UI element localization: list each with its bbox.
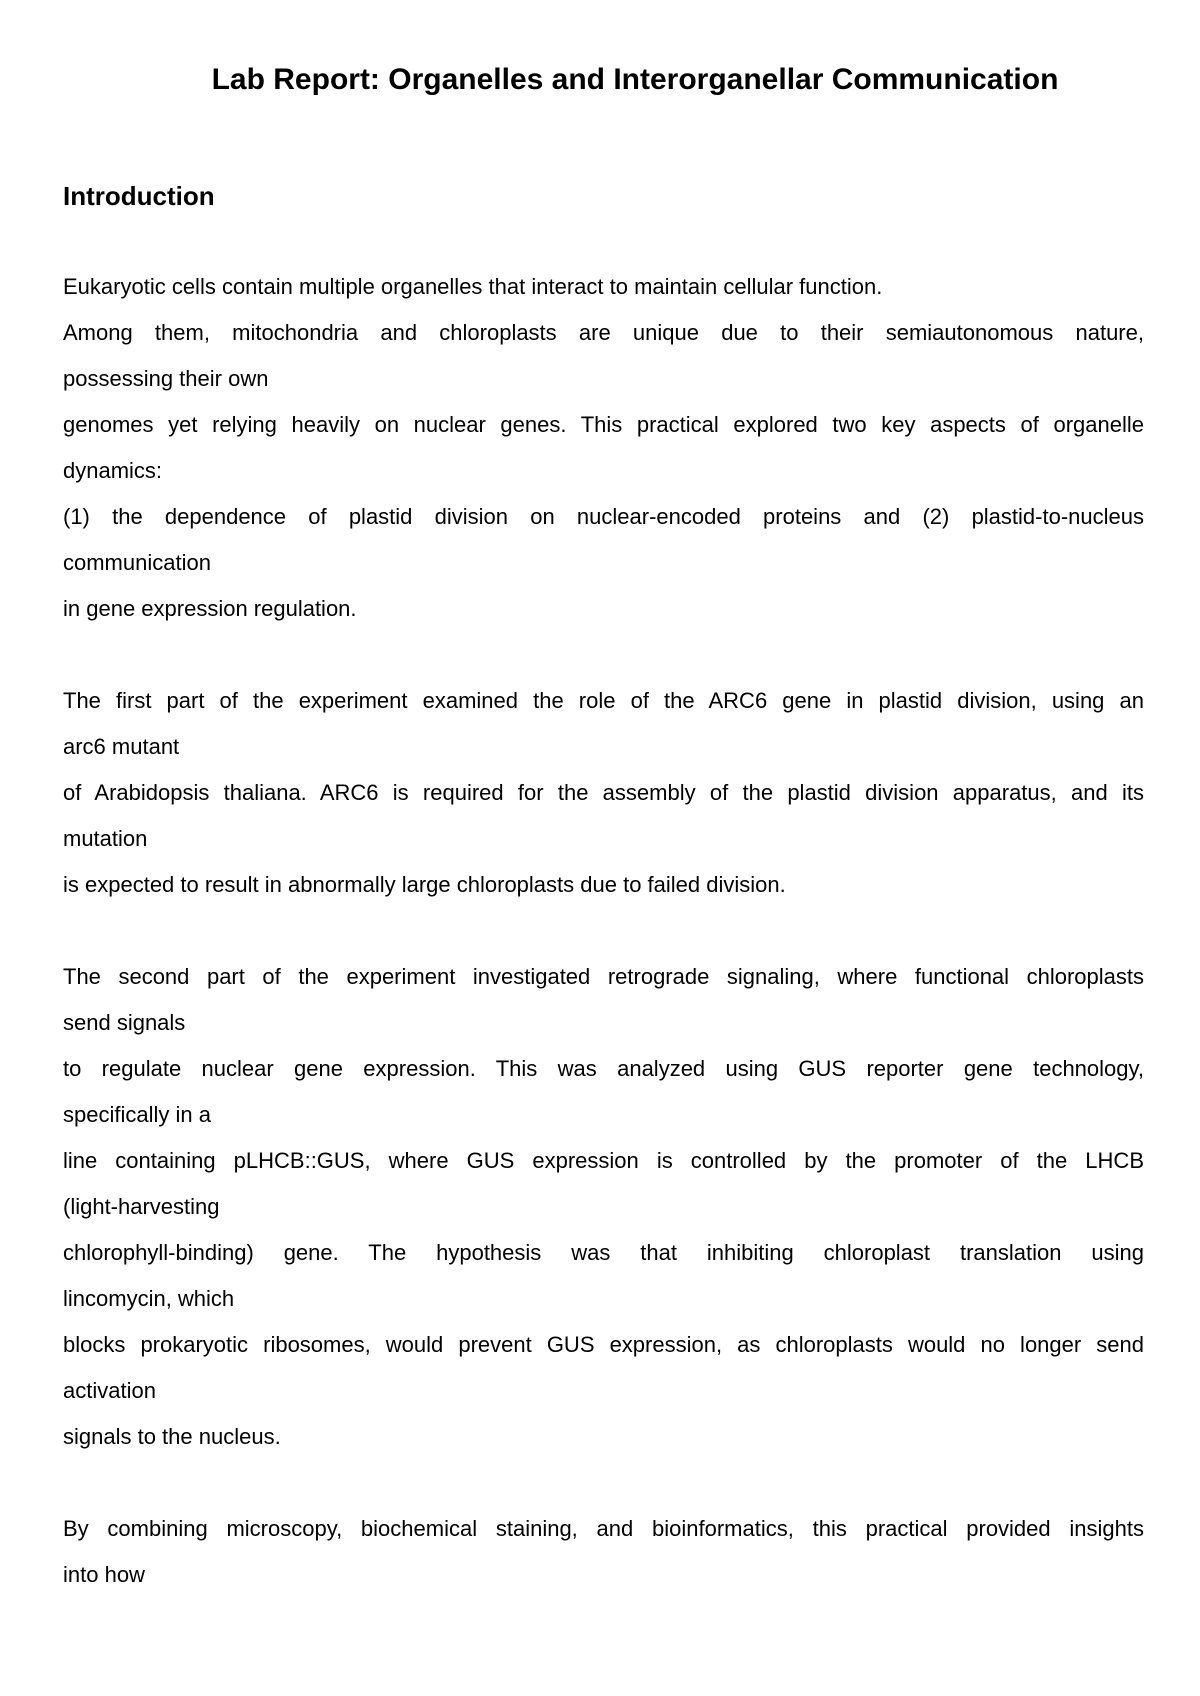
text-line: The first part of the experiment examined the role of the ARC6 gene in plastid division, using an [63,688,1144,713]
paragraph [63,678,1144,908]
text-line: to regulate nuclear gene expression. This was analyzed using GUS reporter gene technology, [63,1056,1144,1081]
text-line: line containing pLHCB::GUS, where GUS expression is controlled by the promoter of the LHCB [63,1148,1144,1173]
paragraph-gap [63,632,1144,678]
text-line: genomes yet relying heavily on nuclear genes. This practical explored two key aspects of organelle [63,412,1144,437]
paragraph [63,954,1144,1460]
text-line: dynamics: [63,458,163,483]
text-line: lincomycin, which [63,1286,235,1311]
text-line: arc6 mutant [63,734,180,759]
text-line: mutation [63,826,148,851]
text-line: into how [63,1562,145,1587]
paragraph [63,264,1144,632]
text-line: Among them, mitochondria and chloroplasts are unique due to their semiautonomous nature, [63,320,1144,345]
text-line: in gene expression regulation. [63,596,357,621]
text-line: of Arabidopsis thaliana. ARC6 is required for the assembly of the plastid division apparatus, and its [63,780,1144,805]
text-line: The second part of the experiment investigated retrograde signaling, where functional chloroplasts [63,964,1144,989]
text-line: blocks prokaryotic ribosomes, would prevent GUS expression, as chloroplasts would no longer send [63,1332,1144,1357]
text-line: (light-harvesting [63,1194,220,1219]
text-line: chlorophyll-binding) gene. The hypothesis was that inhibiting chloroplast translation using [63,1240,1144,1265]
text-line: activation [63,1378,156,1403]
text-line: communication [63,550,211,575]
text-line: specifically in a [63,1102,211,1127]
paragraph-gap [63,908,1144,954]
report-title: Lab Report: Organelles and Interorganellar Communication [211,63,1059,96]
text-line: Eukaryotic cells contain multiple organelles that interact to maintain cellular function. [63,274,883,299]
text-line: signals to the nucleus. [63,1424,281,1449]
text-line: By combining microscopy, biochemical staining, and bioinformatics, this practical provided insights [63,1516,1144,1541]
text-line: (1) the dependence of plastid division on nuclear-encoded proteins and (2) plastid-to-nucleus [63,504,1144,529]
introduction-body [63,264,1144,1598]
text-line: is expected to result in abnormally large chloroplasts due to failed division. [63,872,786,897]
text-line: possessing their own [63,366,269,391]
text-line: send signals [63,1010,186,1035]
section-heading-introduction: Introduction [63,181,215,211]
paragraph-gap [63,1460,1144,1506]
paragraph [63,1506,1144,1598]
